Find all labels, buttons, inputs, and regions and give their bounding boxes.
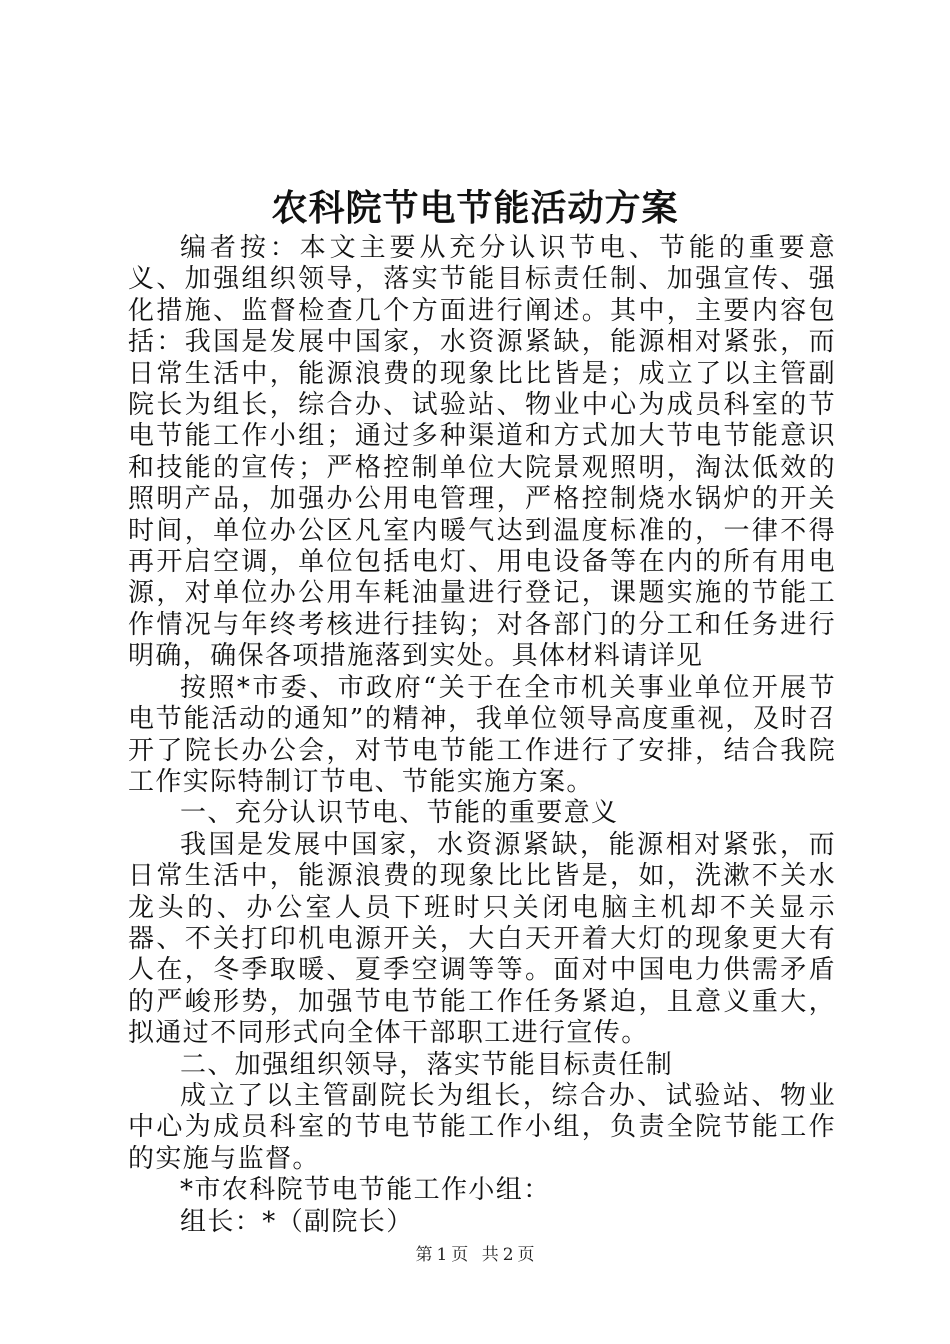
total-suffix: 页 (517, 1245, 535, 1265)
group-leader-line: 组长：*（副院长） (180, 1206, 414, 1237)
section-heading-2: 二、加强组织领导，落实节能目标责任制 (180, 1049, 674, 1080)
page-suffix: 页 (451, 1245, 469, 1265)
page-footer (0, 1244, 950, 1266)
document-title: 农科院节电节能活动方案 (271, 187, 679, 229)
section-1-paragraph: 我国是发展中国家，水资源紧缺，能源相对紧张，而日常生活中，能源浪费的现象比比皆是，如，洗漱不关水龙头的、办公室人员下班时只关闭电脑主机却不关显示器、不关打印机电源开关，大白天开着大灯的现象更大有人在，冬季取暖、夏季空调等等。面对中国电力供需矛盾的严峻形势，加强节电节能工作任务紧迫，且意义重大，拟通过不同形式向全体干部职工进行宣传。 (128, 829, 836, 1049)
work-group-label: *市农科院节电节能工作小组： (180, 1175, 551, 1206)
total-prefix: 共 (481, 1245, 499, 1265)
total-count: 2 (502, 1245, 514, 1265)
page-total (480, 1245, 537, 1265)
document-body (128, 233, 836, 1238)
editor-note-paragraph: 编者按：本文主要从充分认识节电、节能的重要意义、加强组织领导，落实节能目标责任制、加强宣传、强化措施、监督检查几个方面进行阐述。其中，主要内容包括：我国是发展中国家，水资源紧缺，能源相对紧张，而日常生活中，能源浪费的现象比比皆是；成立了以主管副院长为组长，综合办、试验站、物业中心为成员科室的节电节能工作小组；通过多种渠道和方式加大节电节能意识和技能的宣传；严格控制单位大院景观照明，淘汰低效的照明产品，加强办公用电管理，严格控制烧水锅炉的开关时间，单位办公区凡室内暖气达到温度标准的，一律不得再开启空调，单位包括电灯、用电设备等在内的所有用电源，对单位办公用车耗油量进行登记，课题实施的节能工作情况与年终考核进行挂钩；对各部门的分工和任务进行明确，确保各项措施落到实处。具体材料请详见 (128, 233, 836, 672)
section-2-paragraph: 成立了以主管副院长为组长，综合办、试验站、物业中心为成员科室的节电节能工作小组，负责全院节能工作的实施与监督。 (128, 1080, 836, 1174)
section-heading-1: 一、充分认识节电、节能的重要意义 (180, 798, 619, 829)
page-current: 1 (436, 1245, 448, 1265)
page-number (413, 1245, 470, 1265)
intro-paragraph: 按照*市委、市政府“关于在全市机关事业单位开展节电节能活动的通知”的精神，我单位领导高度重视，及时召开了院长办公会，对节电节能工作进行了安排，结合我院工作实际特制订节电、节能实施方案。 (128, 672, 836, 797)
page-prefix: 第 (415, 1245, 433, 1265)
